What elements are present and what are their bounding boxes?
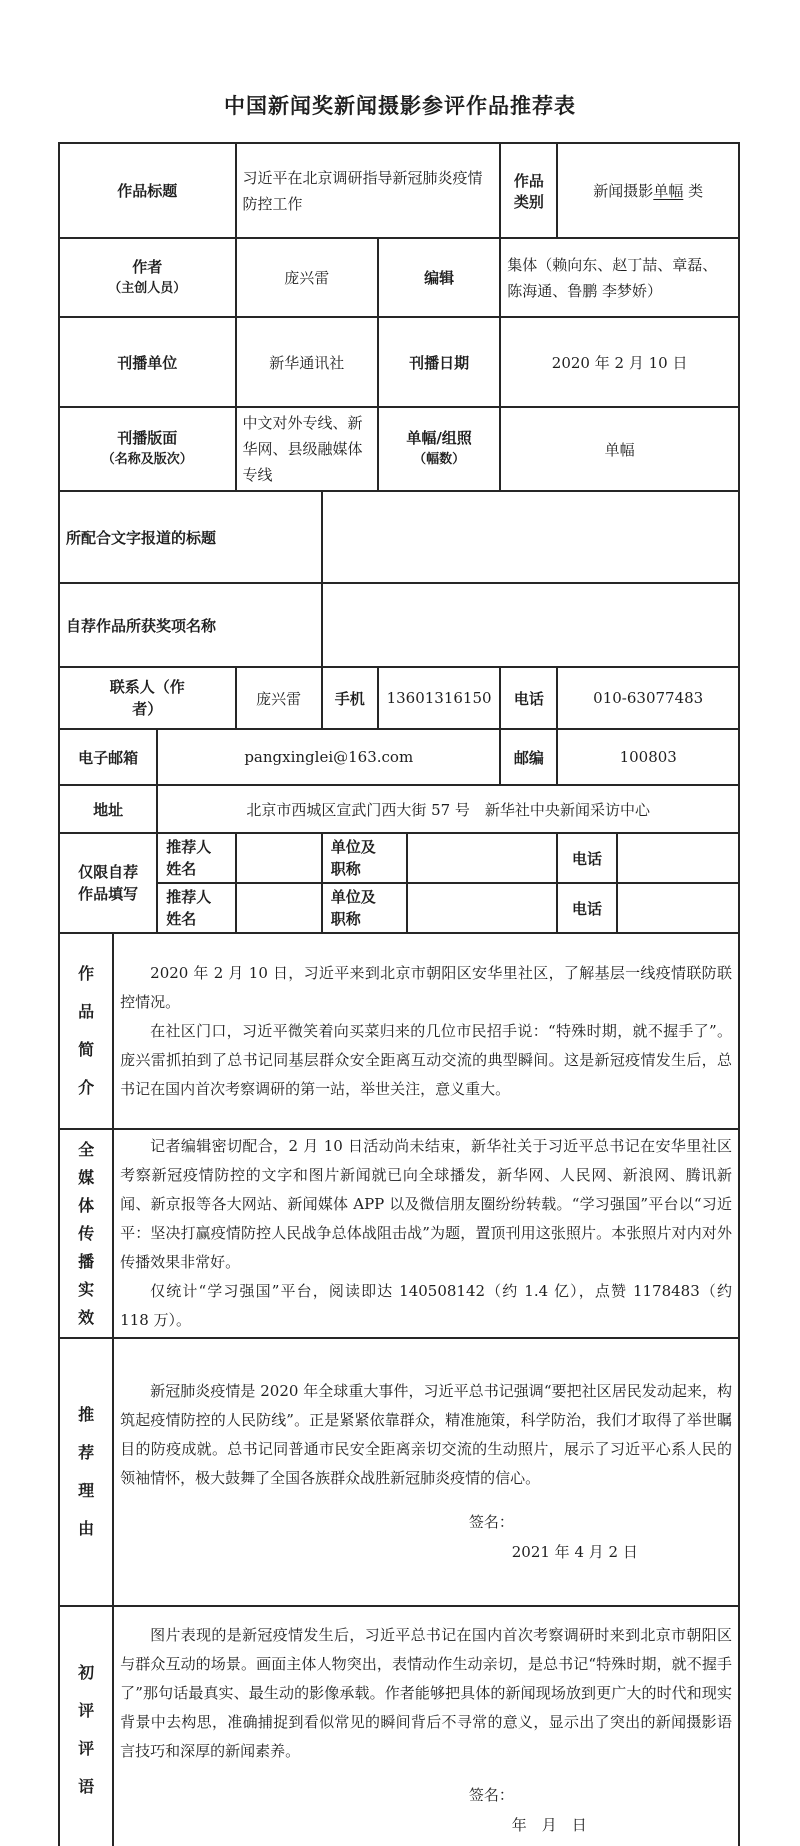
contact-label-line2: 者） — [132, 700, 163, 718]
preliminary-review-label: 初评评语 — [78, 1663, 95, 1796]
row-publish-unit — [59, 317, 739, 407]
email-label: 电子邮箱 — [59, 729, 157, 785]
editor-label: 编辑 — [378, 238, 500, 317]
count-value: 单幅 — [500, 407, 739, 491]
row-recommender-2 — [59, 883, 739, 933]
self-only-label — [59, 833, 157, 933]
recommender-phone-label: 电话 — [557, 883, 616, 933]
phone-label: 电话 — [500, 667, 557, 729]
recommender-unit-label-line2: 职称 — [330, 910, 361, 928]
category-suffix: 类 — [683, 182, 704, 200]
publish-date-value: 2020 年 2 月 10 日 — [500, 317, 739, 407]
preliminary-review-content — [113, 1606, 739, 1846]
row-publish-layout — [59, 407, 739, 491]
recommender-unit-label-line1: 单位及 — [330, 838, 376, 856]
layout-label-sub: （名称及版次） — [101, 452, 193, 467]
work-title-label: 作品标题 — [59, 143, 236, 238]
layout-value: 中文对外专线、新华网、县级融媒体专线 — [236, 407, 378, 491]
publish-unit-value: 新华通讯社 — [236, 317, 378, 407]
recommender-name-label-line1: 推荐人 — [166, 888, 212, 906]
recommender-name-value — [236, 883, 322, 933]
text-report-value — [322, 491, 739, 583]
self-award-label: 自荐作品所获奖项名称 — [59, 583, 322, 667]
recommender-unit-value — [407, 883, 557, 933]
recommender-unit-label-line2: 职称 — [330, 860, 361, 878]
recommender-name-value — [236, 833, 322, 883]
self-award-value — [322, 583, 739, 667]
recommender-name-label-line1: 推荐人 — [166, 838, 212, 856]
media-effect-label-cell — [59, 1129, 113, 1338]
count-label — [378, 407, 500, 491]
work-title-value: 习近平在北京调研指导新冠肺炎疫情防控工作 — [236, 143, 501, 238]
author-label — [59, 238, 236, 317]
work-summary-p1: 2020 年 2 月 10 日，习近平来到北京市朝阳区安华里社区，了解基层一线疫情联防联控情况。 — [120, 963, 732, 1011]
section-media-effect — [59, 1129, 739, 1338]
category-value-underlined: 单幅 — [653, 182, 684, 200]
row-address — [59, 785, 739, 833]
media-effect-content — [113, 1129, 739, 1338]
recommender-name-label-line2: 姓名 — [166, 910, 197, 928]
zip-label: 邮编 — [500, 729, 557, 785]
recommender-unit-label-line1: 单位及 — [330, 888, 376, 906]
author-value: 庞兴雷 — [236, 238, 378, 317]
section-preliminary-review — [59, 1606, 739, 1846]
mobile-label: 手机 — [322, 667, 378, 729]
count-label-sub: （幅数） — [413, 452, 466, 467]
work-category-value — [557, 143, 739, 238]
recommender-phone-label: 电话 — [557, 833, 616, 883]
editor-value: 集体（赖向东、赵丁喆、章磊、陈海通、鲁鹏 李梦娇） — [500, 238, 739, 317]
recommendation-reason-label-cell — [59, 1338, 113, 1606]
row-recommender-1 — [59, 833, 739, 883]
media-effect-p2: 仅统计“学习强国”平台，阅读即达 140508142（约 1.4 亿），点赞 1178483（约 118 万）。 — [120, 1282, 732, 1329]
preliminary-review-sign-label: 签名： — [468, 1785, 514, 1804]
mobile-value: 13601316150 — [378, 667, 500, 729]
author-label-sub: （主创人员） — [108, 280, 187, 296]
recommender-name-label — [157, 883, 235, 933]
row-contact — [59, 667, 739, 729]
layout-label-main: 刊播版面 — [117, 429, 178, 447]
publish-date-label: 刊播日期 — [378, 317, 500, 407]
address-value: 北京市西城区宣武门西大街 57 号 新华社中央新闻采访中心 — [157, 785, 739, 833]
recommender-unit-label — [322, 883, 407, 933]
recommender-unit-label — [322, 833, 407, 883]
preliminary-review-label-cell — [59, 1606, 113, 1846]
self-only-label-line2: 作品填写 — [78, 885, 139, 903]
row-author — [59, 238, 739, 317]
category-prefix: 新闻摄影 — [593, 182, 654, 200]
preliminary-review-p1: 图片表现的是新冠疫情发生后，习近平总书记在国内首次考察调研时来到北京市朝阳区与群众互动的场景。画面主体人物突出，表情动作生动亲切，是总书记“特殊时期，就不握手了”那句话最真实、最生动的影像承载。作者能够把具体的新闻现场放到更广大的时代和现实背景中去构思，准确捕捉到看似常见的瞬间背后不寻常的意义，显示出了突出的新闻摄影语言技巧和深厚的新闻素养。 — [120, 1625, 732, 1760]
contact-name-value: 庞兴雷 — [236, 667, 322, 729]
recommender-phone-value — [617, 833, 739, 883]
row-self-award — [59, 583, 739, 667]
section-work-summary — [59, 933, 739, 1129]
recommendation-sign-date: 2021 年 4 月 2 日 — [511, 1543, 638, 1561]
contact-label-line1: 联系人（作 — [109, 678, 185, 696]
row-text-report — [59, 491, 739, 583]
media-effect-label: 全媒体传播实效 — [78, 1139, 95, 1327]
row-work-title — [59, 143, 739, 238]
layout-label — [59, 407, 236, 491]
media-effect-p1: 记者编辑密切配合，2 月 10 日活动尚未结束，新华社关于习近平总书记在安华里社区考察新冠疫情防控的文字和图片新闻就已向全球播发，新华网、人民网、新浪网、腾讯新闻、新京报等各大网站、新闻媒体 APP 以及微信朋友圈纷纷转载。“学习强国”平台以“习近平：坚决打赢疫情防控人民战争总体战阻击战”为题，置顶刊用这张照片。本张照片对内对外传播效果非常好。 — [120, 1137, 732, 1271]
publish-unit-label: 刊播单位 — [59, 317, 236, 407]
preliminary-review-sign-date: 年 月 日 — [511, 1815, 587, 1834]
count-label-main: 单幅/组照 — [406, 429, 472, 447]
recommendation-reason-content — [113, 1338, 739, 1606]
work-summary-label-cell — [59, 933, 113, 1129]
section-recommendation-reason — [59, 1338, 739, 1606]
email-value: pangxinglei@163.com — [157, 729, 500, 785]
recommender-name-label — [157, 833, 235, 883]
recommender-name-label-line2: 姓名 — [166, 860, 197, 878]
work-summary-p2: 在社区门口，习近平微笑着向买菜归来的几位市民招手说：“特殊时期，就不握手了”。庞兴雷抓拍到了总书记同基层群众安全距离互动交流的典型瞬间。这是新冠疫情发生后，总书记在国内首次考察调研的第一站，举世关注，意义重大。 — [120, 1021, 732, 1098]
self-only-label-line1: 仅限自荐 — [78, 863, 139, 881]
recommendation-reason-p1: 新冠肺炎疫情是 2020 年全球重大事件，习近平总书记强调“要把社区居民发动起来，构筑起疫情防控的人民防线”。正是紧紧依靠群众，精准施策，科学防治，我们才取得了举世瞩目的防疫成就。总书记同普通市民安全距离亲切交流的生动照片，展示了习近平心系人民的领袖情怀，极大鼓舞了全国各族群众战胜新冠肺炎疫情的信心。 — [120, 1382, 732, 1487]
contact-label — [59, 667, 236, 729]
address-label: 地址 — [59, 785, 157, 833]
phone-value: 010-63077483 — [557, 667, 739, 729]
recommendation-reason-label: 推荐理由 — [78, 1405, 95, 1538]
work-summary-content — [113, 933, 739, 1129]
recommender-phone-value — [617, 883, 739, 933]
recommender-unit-value — [407, 833, 557, 883]
work-summary-label: 作品简介 — [78, 964, 95, 1097]
author-label-main: 作者 — [132, 257, 163, 276]
work-category-label: 作品类别 — [500, 143, 557, 238]
zip-value: 100803 — [557, 729, 739, 785]
page-title: 中国新闻奖新闻摄影参评作品推荐表 — [224, 93, 576, 118]
text-report-label: 所配合文字报道的标题 — [59, 491, 322, 583]
recommendation-sign-label: 签名： — [468, 1513, 514, 1531]
recommendation-form-table — [58, 142, 740, 1846]
row-email — [59, 729, 739, 785]
